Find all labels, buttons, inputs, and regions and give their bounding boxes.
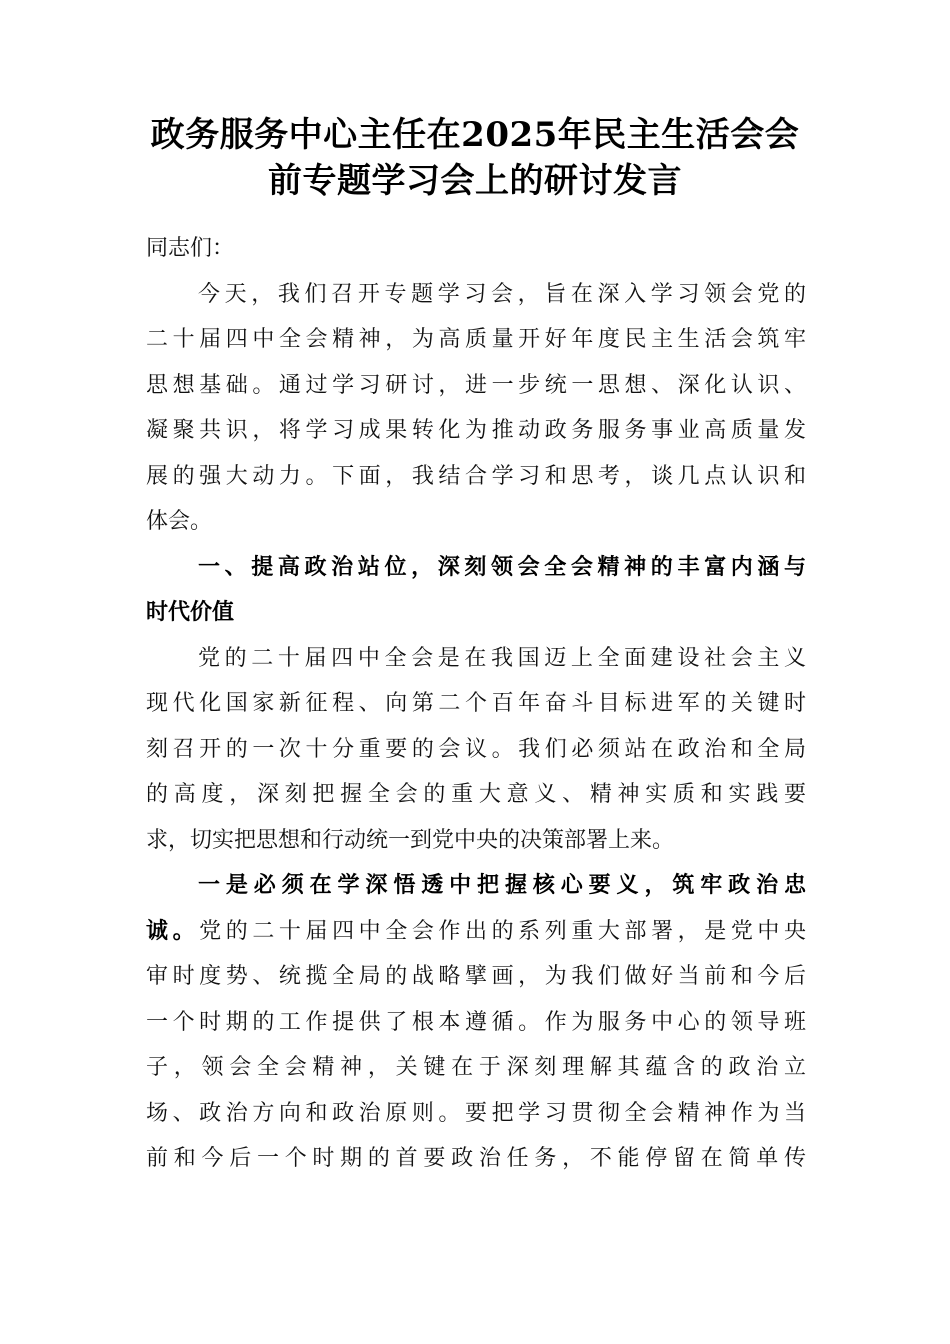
text-line: 审时度势、统揽全局的战略擘画，为我们做好当前和今后 [146, 964, 806, 989]
point-heading-line: 一是必须在学深悟透中把握核心要义，筑牢政治忠 [198, 873, 806, 898]
text-line: 一个时期的工作提供了根本遵循。作为服务中心的领导班 [146, 1009, 806, 1035]
section-heading [146, 545, 806, 636]
text-line: 刻召开的一次十分重要的会议。我们必须站在政治和全局 [146, 736, 806, 762]
intro-paragraph [146, 272, 806, 545]
text-line: 思想基础。通过学习研讨，进一步统一思想、深化认识、 [146, 372, 806, 398]
text-line: 今天，我们召开专题学习会，旨在深入学习领会党的 [198, 281, 806, 307]
heading-line: 时代价值 [146, 600, 235, 625]
salutation: 同志们： [146, 236, 235, 261]
text-line: 求，切实把思想和行动统一到党中央的决策部署上来。 [146, 827, 675, 853]
text-line: 体会。 [146, 509, 213, 534]
text-line: 凝聚共识，将学习成果转化为推动政务服务事业高质量发 [146, 418, 806, 443]
text-line: 的高度，深刻把握全会的重大意义、精神实质和实践要 [146, 782, 806, 807]
text-line: 二十届四中全会精神，为高质量开好年度民主生活会筑牢 [146, 327, 806, 352]
document-title [140, 112, 810, 204]
text-line: 现代化国家新征程、向第二个百年奋斗目标进军的关键时 [146, 691, 806, 716]
title-line: 前专题学习会上的研讨发言 [268, 161, 682, 201]
text-line: 场、政治方向和政治原则。要把学习贯彻全会精神作为当 [146, 1100, 806, 1126]
point-paragraph [146, 863, 806, 1182]
heading-line: 一、提高政治站位，深刻领会全会精神的丰富内涵与 [198, 554, 806, 580]
title-line: 政务服务中心主任在2025年民主生活会会 [150, 115, 800, 155]
text-line: 展的强大动力。下面，我结合学习和思考，谈几点认识和 [146, 463, 806, 489]
point-heading-tail: 诚。 [146, 918, 200, 944]
section-paragraph [146, 636, 806, 864]
text-line: 前和今后一个时期的首要政治任务，不能停留在简单传 [146, 1146, 806, 1171]
text-line [146, 909, 806, 955]
text-line: 子，领会全会精神，关键在于深刻理解其蕴含的政治立 [146, 1055, 806, 1080]
text-fragment: 党的二十届四中全会作出的系列重大部署，是党中央 [199, 918, 806, 944]
document-body [146, 226, 806, 1182]
text-line: 党的二十届四中全会是在我国迈上全面建设社会主义 [198, 645, 806, 671]
